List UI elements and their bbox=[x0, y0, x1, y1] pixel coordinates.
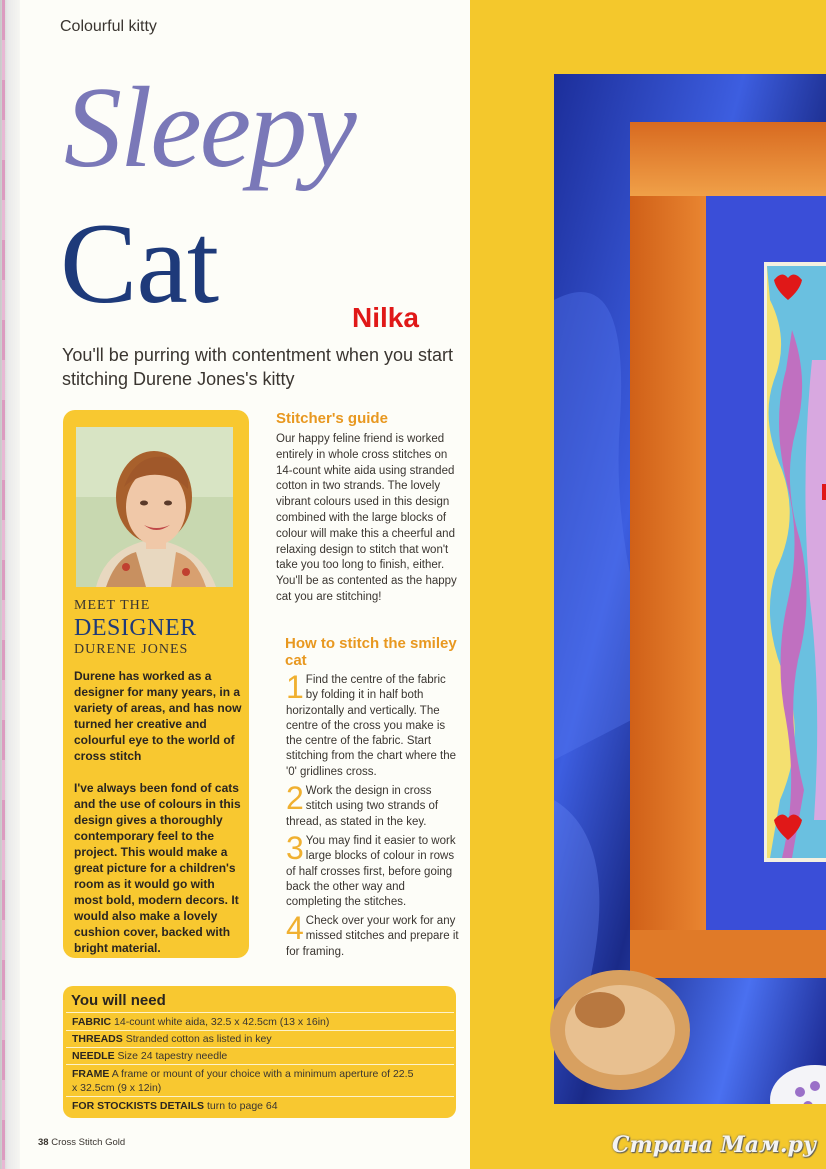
step-3 bbox=[286, 830, 461, 910]
need-label: FRAME bbox=[72, 1068, 110, 1080]
binding-stripe bbox=[2, 0, 5, 1169]
step-number: 2 bbox=[286, 780, 304, 816]
divider bbox=[66, 1096, 454, 1097]
title-cat: Cat bbox=[60, 200, 219, 328]
designer-photo bbox=[76, 427, 233, 587]
step-number: 4 bbox=[286, 910, 304, 946]
divider bbox=[66, 1012, 454, 1013]
step-text: Check over your work for any missed stitches and prepare it for framing. bbox=[286, 915, 459, 958]
framed-stitch-photo bbox=[470, 0, 826, 1169]
divider bbox=[66, 1064, 454, 1065]
nilka-watermark: Nilka bbox=[352, 302, 419, 333]
need-text: 14-count white aida, 32.5 x 42.5cm (13 x 16in) bbox=[114, 1016, 330, 1028]
title-sleepy: Sleepy bbox=[64, 64, 355, 192]
meet-label: MEET THE bbox=[74, 598, 151, 613]
need-frame bbox=[72, 1067, 417, 1095]
intro-text: You'll be purring with contentment when you start stitching Durene Jones's kitty bbox=[62, 345, 453, 389]
designer-heading: DESIGNER bbox=[74, 615, 197, 641]
step-number: 1 bbox=[286, 669, 304, 705]
need-text: Stranded cotton as listed in key bbox=[125, 1033, 272, 1045]
need-fabric bbox=[72, 1015, 457, 1029]
need-label: FOR STOCKISTS DETAILS bbox=[72, 1100, 205, 1112]
stitchers-guide-heading: Stitcher's guide bbox=[276, 410, 388, 427]
step-4 bbox=[286, 910, 461, 960]
page-number: 38 bbox=[38, 1137, 49, 1148]
site-watermark: Страна Мам.ру bbox=[612, 1132, 817, 1158]
designer-name: DURENE JONES bbox=[74, 642, 189, 657]
step-2 bbox=[286, 780, 461, 830]
step-number: 3 bbox=[286, 830, 304, 866]
stitchers-guide-text: Our happy feline friend is worked entirely in whole cross stitches on 14-count white aida using stranded cotton in two strands. The lovely vibrant colours used in this design combined with the large blocks of colour will make this a cheerful and relaxing design to stitch that won't take you too long to finish, either. You'll be as contented as the happy cat you are stitching! bbox=[276, 433, 457, 603]
section-label: Colourful kitty bbox=[60, 18, 157, 35]
designer-quote: I've always been fond of cats and the use of colours in this design gives a thoroughly contemporary feel to the project. This would make a great picture for a children's room as it would go with most bold, modern decors. It would also make a lovely cushion cover, backed with bright material. bbox=[74, 781, 241, 955]
step-text: You may find it easier to work large blocks of colour in rows of half crosses first, before going back the other way and completing the stitches. bbox=[286, 835, 456, 909]
designer-bio: Durene has worked as a designer for many years, in a variety of areas, and has now turned her creative and colourful eye to the world of cross stitch bbox=[74, 669, 242, 763]
how-to-heading: How to stitch the smiley cat bbox=[285, 635, 457, 669]
step-1 bbox=[286, 669, 461, 780]
need-text: A frame or mount of your choice with a minimum aperture of 22.5 x 32.5cm (9 x 12in) bbox=[72, 1068, 414, 1094]
divider bbox=[66, 1030, 454, 1031]
need-text: turn to page 64 bbox=[206, 1100, 278, 1112]
need-label: FABRIC bbox=[72, 1016, 112, 1028]
you-will-need-heading: You will need bbox=[71, 992, 166, 1009]
step-text: Work the design in cross stitch using two strands of thread, as stated in the key. bbox=[286, 785, 439, 828]
need-label: THREADS bbox=[72, 1033, 123, 1045]
step-text: Find the centre of the fabric by folding it in half both horizontally and vertically. The centre of the cross you make is the centre of the fabric. Start stitching from the chart where the '0' gridlines cross. bbox=[286, 674, 457, 778]
magazine-name: Cross Stitch Gold bbox=[51, 1137, 126, 1148]
need-needle bbox=[72, 1049, 457, 1063]
meet-the-designer bbox=[74, 598, 244, 658]
divider bbox=[66, 1047, 454, 1048]
need-stockists bbox=[72, 1099, 457, 1113]
need-threads bbox=[72, 1032, 457, 1046]
need-label: NEEDLE bbox=[72, 1050, 115, 1062]
need-text: Size 24 tapestry needle bbox=[117, 1050, 228, 1062]
page-footer bbox=[38, 1137, 125, 1148]
